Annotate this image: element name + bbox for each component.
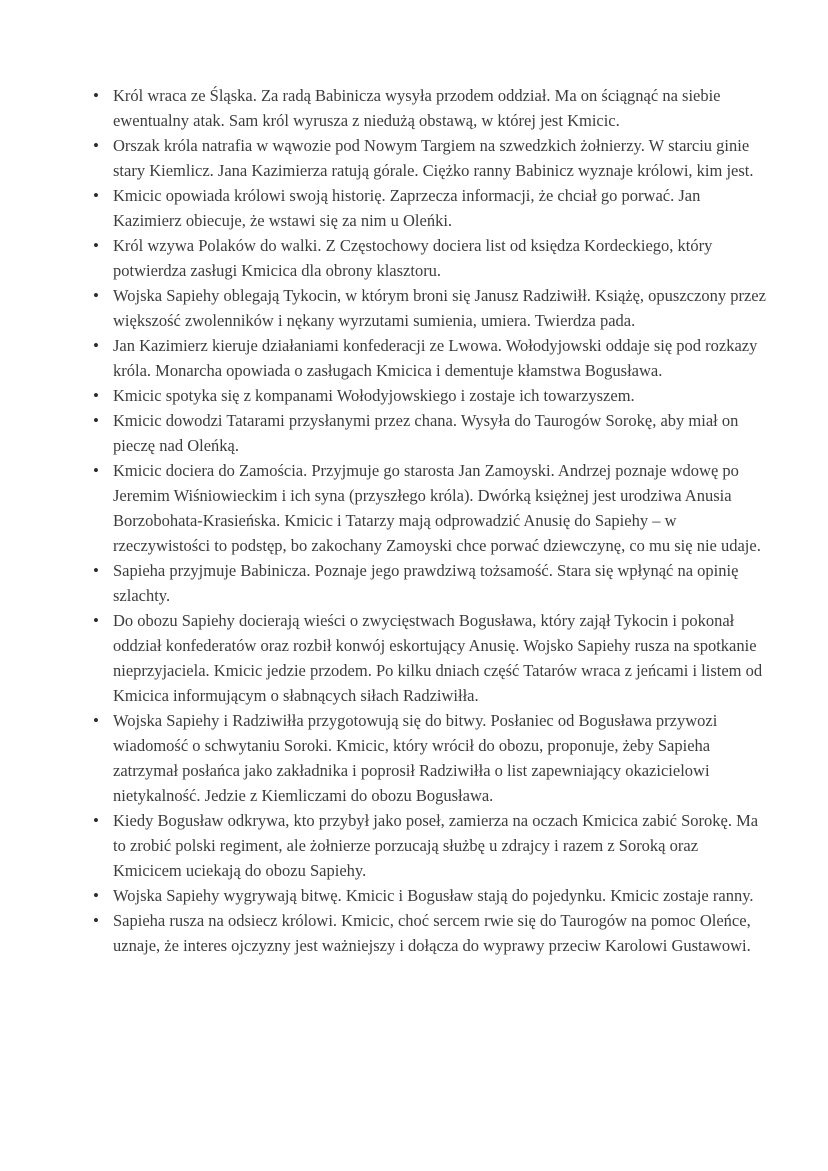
list-item: • Król wzywa Polaków do walki. Z Częstochowy dociera list od księdza Kordeckiego, który potwierdza zasługi Kmicica dla obrony klasztoru.	[90, 233, 766, 283]
list-item: • Jan Kazimierz kieruje działaniami konfederacji ze Lwowa. Wołodyjowski oddaje się pod rozkazy króla. Monarcha opowiada o zasługach Kmicica i dementuje kłamstwa Bogusława.	[90, 333, 766, 383]
list-item: • Wojska Sapiehy i Radziwiłła przygotowują się do bitwy. Posłaniec od Bogusława przywozi wiadomość o schwytaniu Soroki. Kmicic, który wrócił do obozu, proponuje, żeby Sapieha zatrzymał posłańca jako zakładnika i poprosił Radziwiłła o list zapewniający okazicielowi nietykalność. Jedzie z Kiemliczami do obozu Bogusława.	[90, 708, 766, 808]
list-item: • Kmicic spotyka się z kompanami Wołodyjowskiego i zostaje ich towarzyszem.	[90, 383, 766, 408]
list-item: • Kmicic dociera do Zamościa. Przyjmuje go starosta Jan Zamoyski. Andrzej poznaje wdowę po Jeremim Wiśniowieckim i ich syna (przyszłego króla). Dwórką księżnej jest urodziwa Anusia Borzobohata-Krasieńska. Kmicic i Tatarzy mają odprowadzić Anusię do Sapiehy – w rzeczywistości to podstęp, bo zakochany Zamoyski chce porwać dziewczynę, co mu się nie udaje.	[90, 458, 766, 558]
list-item: • Do obozu Sapiehy docierają wieści o zwycięstwach Bogusława, który zajął Tykocin i pokonał oddział konfederatów oraz rozbił konwój eskortujący Anusię. Wojsko Sapiehy rusza na spotkanie nieprzyjaciela. Kmicic jedzie przodem. Po kilku dniach część Tatarów wraca z jeńcami i listem od Kmicica informującym o słabnących siłach Radziwiłła.	[90, 608, 766, 708]
plot-summary-list	[90, 83, 766, 958]
list-item: • Orszak króla natrafia w wąwozie pod Nowym Targiem na szwedzkich żołnierzy. W starciu ginie stary Kiemlicz. Jana Kazimierza ratują górale. Ciężko ranny Babinicz wyznaje królowi, kim jest.	[90, 133, 766, 183]
list-item: • Król wraca ze Śląska. Za radą Babinicza wysyła przodem oddział. Ma on ściągnąć na siebie ewentualny atak. Sam król wyrusza z niedużą obstawą, w której jest Kmicic.	[90, 83, 766, 133]
list-item: • Kmicic opowiada królowi swoją historię. Zaprzecza informacji, że chciał go porwać. Jan Kazimierz obiecuje, że wstawi się za nim u Oleńki.	[90, 183, 766, 233]
list-item: • Wojska Sapiehy oblegają Tykocin, w którym broni się Janusz Radziwiłł. Książę, opuszczony przez większość zwolenników i nękany wyrzutami sumienia, umiera. Twierdza pada.	[90, 283, 766, 333]
list-item: • Wojska Sapiehy wygrywają bitwę. Kmicic i Bogusław stają do pojedynku. Kmicic zostaje ranny.	[90, 883, 766, 908]
list-item: • Kmicic dowodzi Tatarami przysłanymi przez chana. Wysyła do Taurogów Sorokę, aby miał on pieczę nad Oleńką.	[90, 408, 766, 458]
list-item: • Kiedy Bogusław odkrywa, kto przybył jako poseł, zamierza na oczach Kmicica zabić Sorokę. Ma to zrobić polski regiment, ale żołnierze porzucają służbę u zdrajcy i razem z Soroką oraz Kmicicem uciekają do obozu Sapiehy.	[90, 808, 766, 883]
list-item: • Sapieha rusza na odsiecz królowi. Kmicic, choć sercem rwie się do Taurogów na pomoc Oleńce, uznaje, że interes ojczyzny jest ważniejszy i dołącza do wyprawy przeciw Karolowi Gustawowi.	[90, 908, 766, 958]
list-item: • Sapieha przyjmuje Babinicza. Poznaje jego prawdziwą tożsamość. Stara się wpłynąć na opinię szlachty.	[90, 558, 766, 608]
